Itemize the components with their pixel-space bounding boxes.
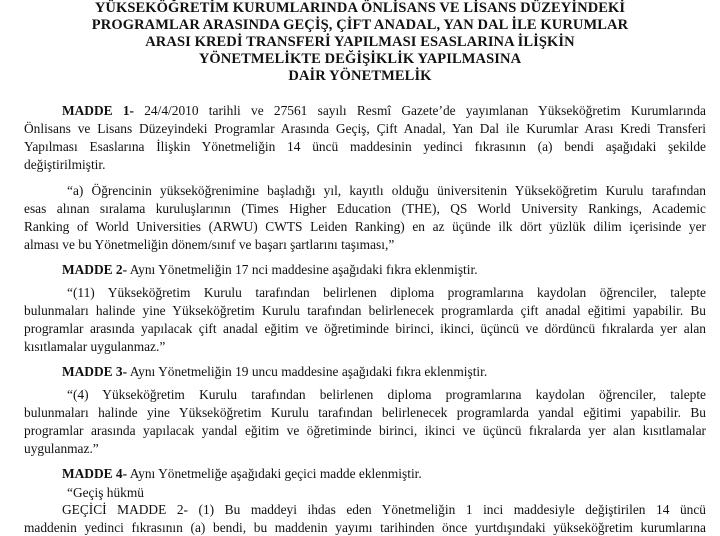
article-4-text: Aynı Yönetmeliğe aşağıdaki geçici madde eklenmiştir. [127,466,422,481]
article-1-line-4: değiştirilmiştir. [24,157,106,172]
article-3-quote-line-3: programlar arasında yapılacak yandal eğitim ve öğretiminde birinci, ikinci ve üçüncü fıkralarda yer alan kısıtlamalar [24,423,706,438]
article-1-quote-line-3: Ranking of World Universities (ARWU) CWTS Leiden Ranking) en az üçünde ilk dört yüzlük dilim içerisinde yer [24,219,706,234]
article-1-text: 24/4/2010 tarihli ve 27561 sayılı Resmî Gazete’de yayımlanan Yükseköğretim Kurumlarında [133,103,706,118]
article-2-quote-line-4: kısıtlamalar uygulanmaz.” [24,339,166,354]
article-2-quote-line-1: “(11) Yükseköğretim Kurulu tarafından belirlenen diploma programlarına kaydolan öğrenciler, talepte [67,285,706,300]
article-2-text: Aynı Yönetmeliğin 17 nci maddesine aşağıdaki fıkra eklenmiştir. [127,262,478,277]
article-3-label: MADDE 3- [62,364,128,379]
article-2-quote-line-3: programlar arasında yapılacak çift anadal eğitim ve öğretiminde birinci, ikinci, üçüncü ve dördüncü fıkralarda yer alan [24,321,706,336]
article-4-provisional-line-1: GEÇİCİ MADDE 2- (1) Bu maddeyi ihdas eden Yönetmeliğin 1 inci maddesiyle değiştirilen 14 üncü [62,502,706,517]
article-2-quote-line-2: bulunmaları halinde yine Yükseköğretim Kurulu tarafından belirlenecek programlarda çift anadal eğitimi yapabilir. Bu [24,303,706,318]
document-title-line-4: YÖNETMELİKTE DEĞİŞİKLİK YAPILMASINA [198,51,522,67]
article-4-line [62,466,706,482]
article-1-quote-line-2: esas alınan sıralama kuruluşlarının (Times Higher Education (THE), QS World University Rankings, Academic [24,201,706,216]
article-1-quote-line-4: alması ve bu Yönetmeliğin dönem/sınıf ve başarı şartlarını taşıması,” [24,237,395,252]
article-3-line [62,364,706,380]
article-4-heading: “Geçiş hükmü [67,485,144,500]
article-3-quote-line-1: “(4) Yükseköğretim Kurulu tarafından belirlenen diploma programlarına kaydolan öğrenciler, talepte [67,387,706,402]
article-1-line-2: Önlisans ve Lisans Düzeyindeki Programlar Arasında Geçiş, Çift Anadal, Yan Dal ile Kurumlar Arası Kredi Transferi [24,121,706,136]
article-2-line [62,262,706,278]
article-3-quote-line-4: uygulanmaz.” [24,441,99,456]
article-3-quote-line-2: bulunmaları halinde yine Yükseköğretim Kurulu tarafından belirlenecek programlarda yandal eğitimi yapabilir. Bu [24,405,706,420]
article-4-provisional-line-2: maddenin yedinci fıkrasının (a) bendi, bu maddenin yayımı tarihinden önce yurtdışındaki yükseköğretim kurumlarına [24,520,706,535]
article-4-label: MADDE 4- [62,466,128,481]
article-1-quote-line-1: “a) Öğrencinin yükseköğrenimine başladığı yıl, kayıtlı olduğu üniversitenin Yükseköğretim Kurulu tarafından [67,183,706,198]
document-title-line-5: DAİR YÖNETMELİK [288,68,432,84]
article-1-label: MADDE 1- [62,103,134,118]
document-title-line-3: ARASI KREDİ TRANSFERİ YAPILMASI ESASLARINA İLİŞKİN [145,34,575,50]
document-title-line-1: YÜKSEKÖĞRETİM KURUMLARINDA ÖNLİSANS VE LİSANS DÜZEYİNDEKİ [94,0,626,16]
article-2-label: MADDE 2- [62,262,128,277]
article-1-line-3: Yapılması Esaslarına İlişkin Yönetmeliğin 14 üncü maddesinin yedinci fıkrasının (a) bendi aşağıdaki şekilde [24,139,706,154]
article-3-text: Aynı Yönetmeliğin 19 uncu maddesine aşağıdaki fıkra eklenmiştir. [127,364,488,379]
article-1-line-1 [62,103,706,119]
document-title-line-2: PROGRAMLAR ARASINDA GEÇİŞ, ÇİFT ANADAL, YAN DAL İLE KURUMLAR [91,17,629,33]
